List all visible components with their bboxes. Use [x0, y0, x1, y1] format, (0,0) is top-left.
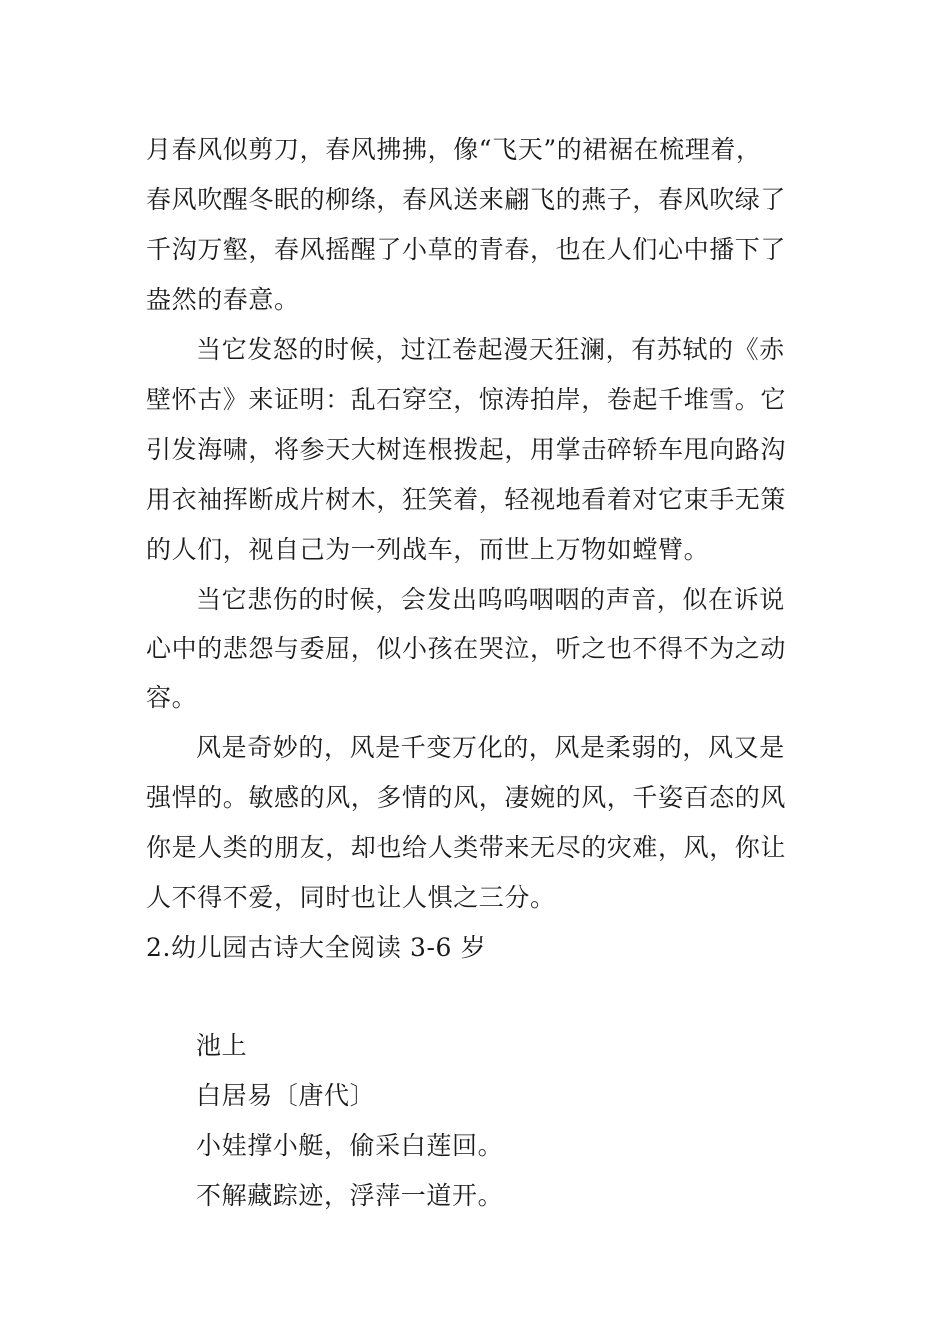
paragraph-line: 盎然的春意。 — [146, 285, 300, 314]
paragraph-line: 你是人类的朋友，却也给人类带来无尽的灾难，风，你让 — [146, 833, 787, 862]
paragraph-line: 用衣袖挥断成片树木，狂笑着，轻视地看着对它束手无策 — [146, 485, 787, 514]
section-heading: 2.幼儿园古诗大全阅读 3-6 岁 — [146, 933, 487, 962]
poem-author: 白居易〔唐代〕 — [196, 1081, 376, 1110]
paragraph-line: 人不得不爱，同时也让人惧之三分。 — [146, 883, 556, 912]
poem-title: 池上 — [196, 1031, 248, 1060]
paragraph-line: 壁怀古》来证明：乱石穿空，惊涛拍岸，卷起千堆雪。它 — [146, 385, 787, 414]
poem-line: 不解藏踪迹，浮萍一道开。 — [196, 1181, 504, 1210]
paragraph-line: 强悍的。敏感的风，多情的风，凄婉的风，千姿百态的风 — [146, 783, 787, 812]
paragraph-line: 千沟万壑，春风摇醒了小草的青春，也在人们心中播下了 — [146, 235, 787, 264]
paragraph-line: 风是奇妙的，风是千变万化的，风是柔弱的，风又是 — [196, 733, 785, 762]
paragraph-line: 的人们，视自己为一列战车，而世上万物如螳臂。 — [146, 535, 710, 564]
paragraph-line: 春风吹醒冬眠的柳绦，春风送来翩飞的燕子，春风吹绿了 — [146, 185, 787, 214]
paragraph-line: 心中的悲怨与委屈，似小孩在哭泣，听之也不得不为之动 — [146, 634, 787, 663]
paragraph-line: 月春风似剪刀，春风拂拂，像“飞天”的裙裾在梳理着， — [146, 135, 762, 164]
poem-line: 小娃撑小艇，偷采白莲回。 — [196, 1131, 504, 1160]
paragraph-line: 当它悲伤的时候，会发出呜呜咽咽的声音，似在诉说 — [196, 585, 785, 614]
paragraph-line: 当它发怒的时候，过江卷起漫天狂澜，有苏轼的《赤 — [196, 335, 785, 364]
paragraph-line: 引发海啸，将参天大树连根拨起，用掌击碎轿车甩向路沟 — [146, 435, 787, 464]
paragraph-line: 容。 — [146, 683, 198, 712]
